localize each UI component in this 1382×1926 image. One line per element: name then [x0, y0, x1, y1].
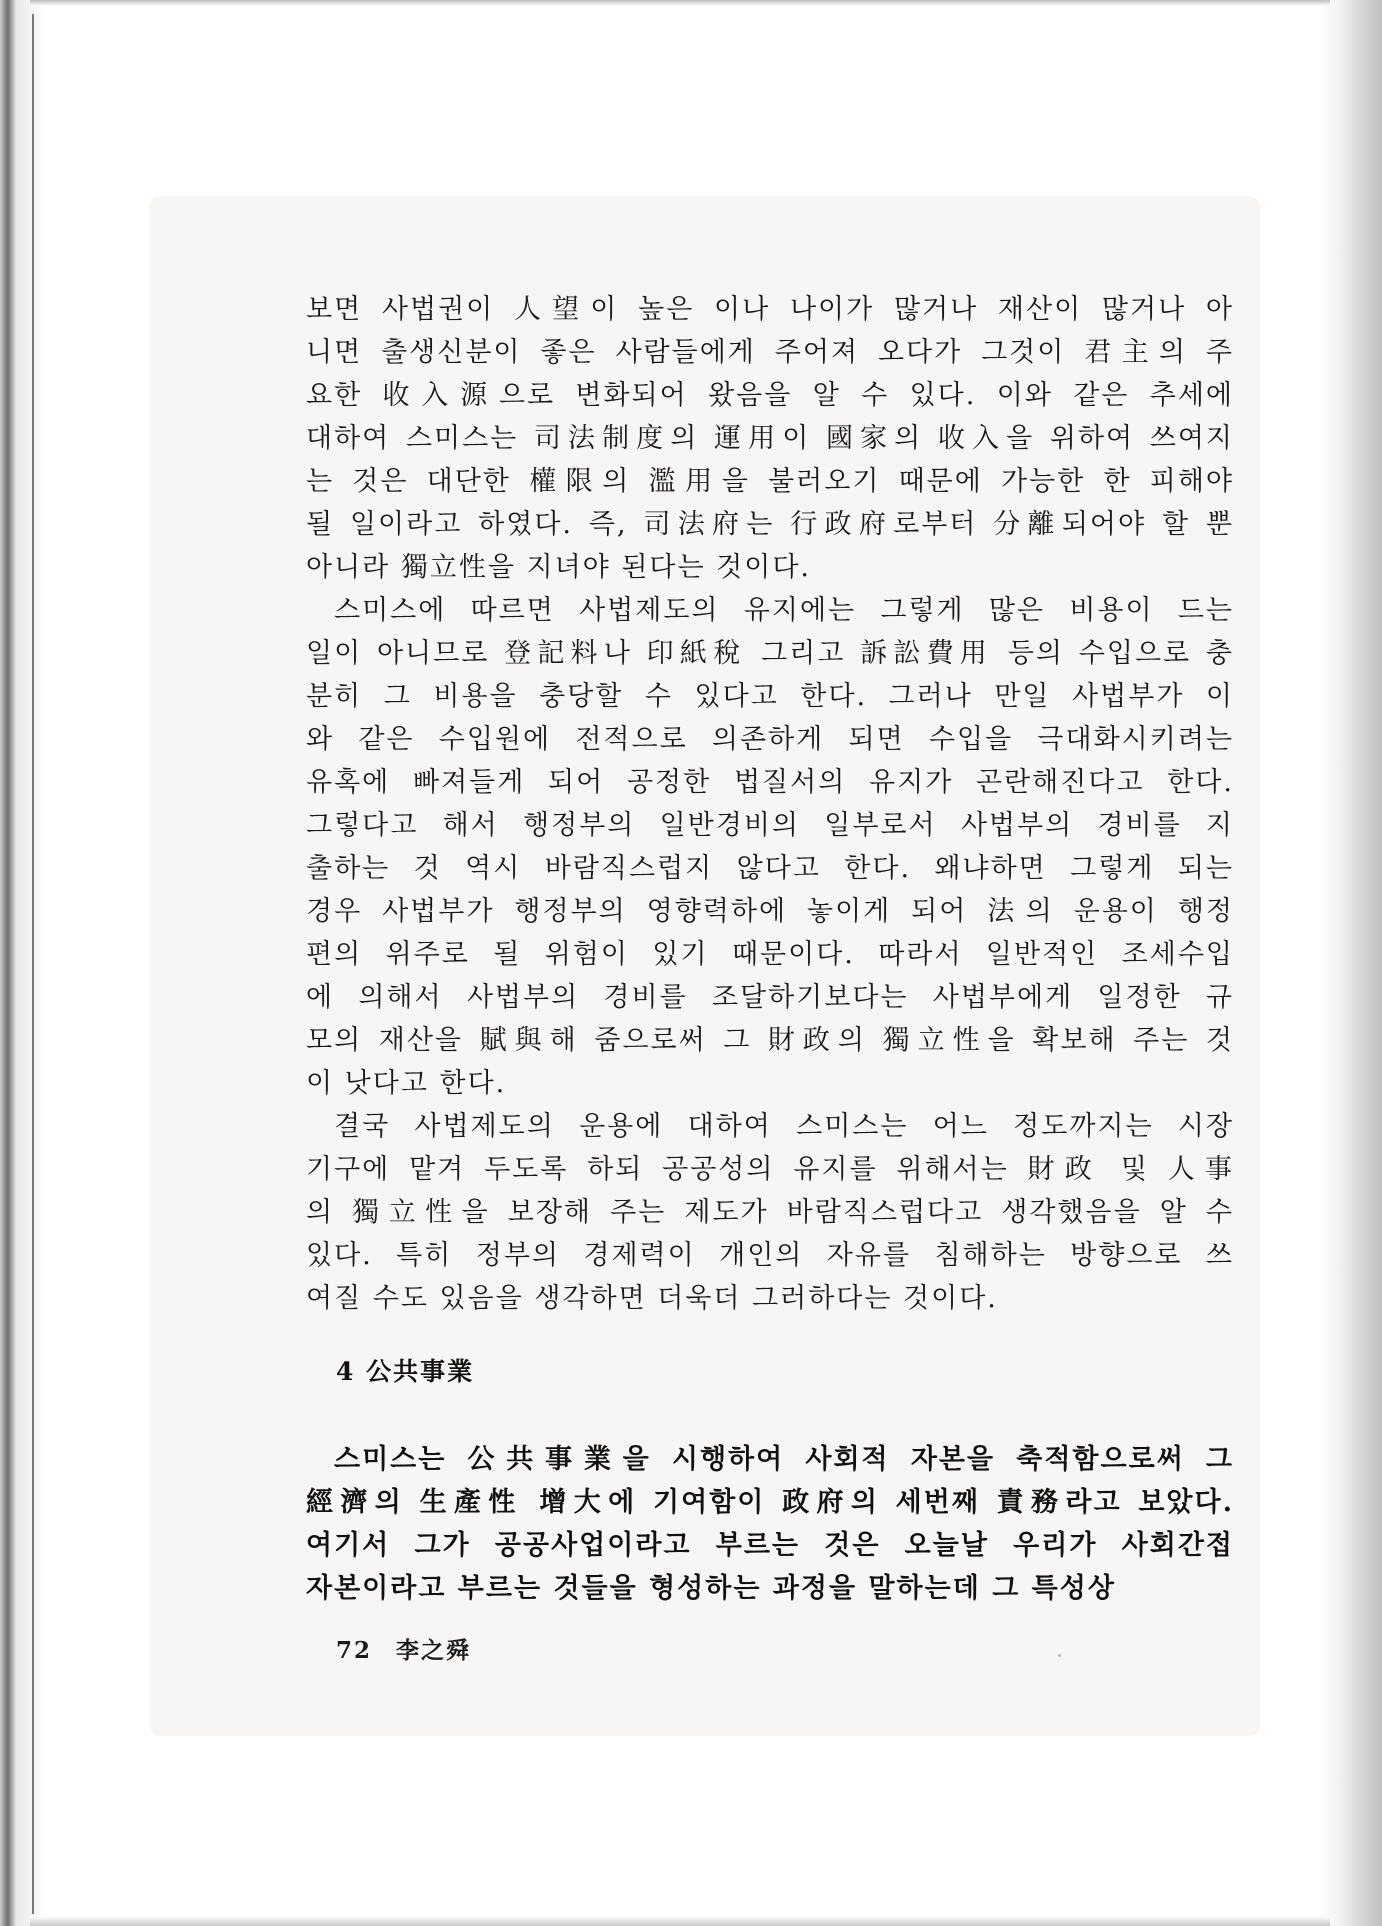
author-name: 李之舜: [396, 1637, 472, 1664]
page-number: 72: [336, 1637, 373, 1664]
body-text-top: [306, 288, 1234, 1320]
text-line: 일이 아니므로 登記料나 印紙稅 그리고 訴訟費用 등의 수입으로 충: [306, 638, 1234, 669]
text-line: 에 의해서 사법부의 경비를 조달하기보다는 사법부에게 일정한 규: [306, 982, 1234, 1013]
top-page-edge: [30, 0, 1330, 6]
binding-edge-line: [32, 14, 34, 1914]
text-line: 보면 사법권이 人望이 높은 이나 나이가 많거나 재산이 많거나 아: [306, 294, 1234, 325]
text-line: 모의 재산을 賦與해 줌으로써 그 財政의 獨立性을 확보해 주는 것: [306, 1025, 1234, 1056]
text-line: 여질 수도 있음을 생각하면 더욱더 그러하다는 것이다.: [306, 1283, 998, 1314]
paragraph: [306, 1105, 1234, 1320]
bottom-page-edge: [30, 1916, 1330, 1926]
text-line: 분히 그 비용을 충당할 수 있다고 한다. 그러나 만일 사법부가 이: [306, 681, 1234, 712]
right-page-edge: [1320, 0, 1382, 1926]
text-line: 니면 출생신분이 좋은 사람들에게 주어져 오다가 그것이 君主의 주: [306, 337, 1234, 368]
text-line: 될 일이라고 하였다. 즉, 司法府는 行政府로부터 分離되어야 할 뿐: [306, 509, 1234, 540]
text-line: 자본이라고 부르는 것들을 형성하는 과정을 말하는데 그 특성상: [306, 1573, 1116, 1604]
page-footer: [336, 1632, 471, 1665]
text-line: 스미스는 公共事業을 시행하여 사회적 자본을 축적함으로써 그: [334, 1444, 1234, 1475]
text-line: 기구에 맡겨 두도록 하되 공공성의 유지를 위해서는 財政 및 人事: [306, 1154, 1234, 1185]
text-line: 있다. 특히 정부의 경제력이 개인의 자유를 침해하는 방향으로 쓰: [306, 1240, 1234, 1271]
text-line: 출하는 것 역시 바람직스럽지 않다고 한다. 왜냐하면 그렇게 되는: [306, 853, 1234, 884]
body-text-bottom: [306, 1438, 1234, 1610]
text-line: 와 같은 수입원에 전적으로 의존하게 되면 수입을 극대화시키려는: [306, 724, 1234, 755]
text-line: 대하여 스미스는 司法制度의 運用이 國家의 收入을 위하여 쓰여지: [306, 423, 1234, 454]
scan-speck: [1058, 1654, 1061, 1657]
text-line: 의 獨立性을 보장해 주는 제도가 바람직스럽다고 생각했음을 알 수: [306, 1197, 1234, 1228]
text-line: 스미스에 따르면 사법제도의 유지에는 그렇게 많은 비용이 드는: [334, 595, 1234, 626]
paragraph: [306, 1438, 1234, 1610]
text-line: 그렇다고 해서 행정부의 일반경비의 일부로서 사법부의 경비를 지: [306, 810, 1234, 841]
section-heading: 4 公共事業: [336, 1357, 475, 1386]
paragraph: [306, 589, 1234, 1105]
text-line: 經濟의 生產性 增大에 기여함이 政府의 세번째 責務라고 보았다.: [306, 1487, 1234, 1518]
text-line: 편의 위주로 될 위험이 있기 때문이다. 따라서 일반적인 조세수입: [306, 939, 1234, 970]
text-line: 결국 사법제도의 운용에 대하여 스미스는 어느 정도까지는 시장: [334, 1111, 1234, 1142]
text-line: 유혹에 빠져들게 되어 공정한 법질서의 유지가 곤란해진다고 한다.: [306, 767, 1234, 798]
text-line: 아니라 獨立性을 지녀야 된다는 것이다.: [306, 552, 811, 583]
text-line: 여기서 그가 공공사업이라고 부르는 것은 오늘날 우리가 사회간접: [306, 1530, 1234, 1561]
text-line: 이 낫다고 한다.: [306, 1068, 507, 1099]
binding-shadow: [0, 0, 46, 1926]
text-line: 는 것은 대단한 權限의 濫用을 불러오기 때문에 가능한 한 피해야: [306, 466, 1234, 497]
paragraph: [306, 288, 1234, 589]
text-line: 요한 收入源으로 변화되어 왔음을 알 수 있다. 이와 같은 추세에: [306, 380, 1234, 411]
text-line: 경우 사법부가 행정부의 영향력하에 놓이게 되어 法의 운용이 행정: [306, 896, 1234, 927]
